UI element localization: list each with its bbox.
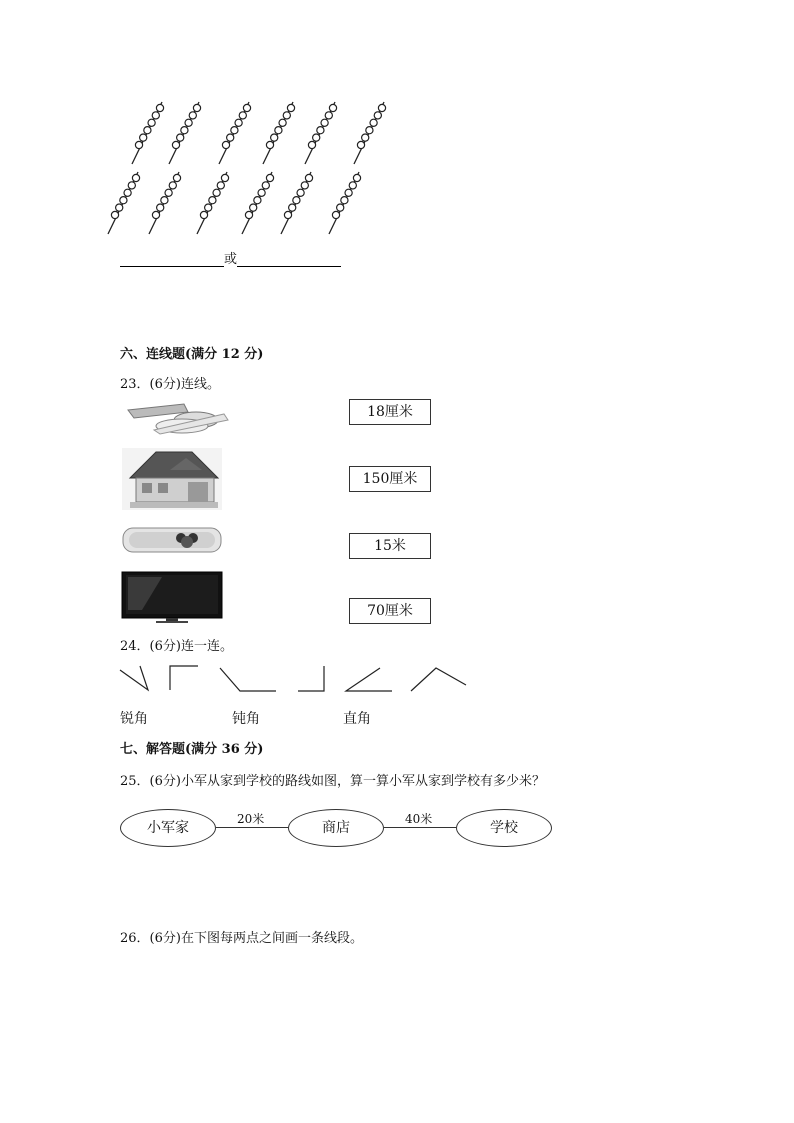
route-line-1 — [216, 827, 288, 828]
angle-label-right: 直角 — [343, 711, 371, 727]
skewer — [169, 102, 201, 164]
option-box-4[interactable]: 70厘米 — [349, 598, 431, 624]
pencil-case-image — [121, 524, 223, 556]
skewer — [281, 172, 313, 234]
angle-1 — [120, 666, 148, 690]
place-school: 学校 — [456, 809, 552, 847]
skewer — [354, 102, 386, 164]
angle-6 — [411, 668, 466, 691]
answer-blank-1[interactable] — [120, 252, 224, 267]
or-text: 或 — [224, 252, 238, 267]
television-image — [122, 572, 222, 624]
place-store: 商店 — [288, 809, 384, 847]
skewer — [219, 102, 251, 164]
angle-figures — [110, 660, 510, 700]
skewer — [305, 102, 337, 164]
angle-label-obtuse: 钝角 — [232, 711, 260, 727]
skewer — [108, 172, 140, 234]
distance-label-1: 20米 — [237, 812, 265, 826]
angle-4 — [298, 666, 324, 691]
angle-2 — [170, 666, 198, 690]
q23-prompt: 23．(6分)连线。 — [120, 377, 220, 392]
skewer — [242, 172, 274, 234]
option-box-2[interactable]: 150厘米 — [349, 466, 431, 492]
scissors-image — [124, 400, 234, 436]
skewer — [329, 172, 361, 234]
section6-title: 六、连线题(满分 12 分) — [120, 347, 264, 362]
q24-prompt: 24．(6分)连一连。 — [120, 639, 233, 654]
q22-answer-line — [120, 248, 341, 267]
answer-blank-2[interactable] — [237, 252, 341, 267]
skewer — [263, 102, 295, 164]
house-image — [122, 448, 222, 510]
route-line-2 — [384, 827, 456, 828]
skewer — [132, 102, 164, 164]
angle-3 — [220, 668, 276, 691]
option-box-3[interactable]: 15米 — [349, 533, 431, 559]
angle-5 — [346, 668, 392, 691]
section7-title: 七、解答题(满分 36 分) — [120, 742, 264, 757]
q25-prompt: 25．(6分)小军从家到学校的路线如图，算一算小军从家到学校有多少米？ — [120, 774, 545, 789]
q26-prompt: 26．(6分)在下图每两点之间画一条线段。 — [120, 931, 363, 946]
skewer — [197, 172, 229, 234]
option-box-1[interactable]: 18厘米 — [349, 399, 431, 425]
distance-label-2: 40米 — [405, 812, 433, 826]
skewer — [149, 172, 181, 234]
angle-label-acute: 锐角 — [120, 711, 148, 727]
skewer-illustration — [0, 0, 794, 260]
place-home: 小军家 — [120, 809, 216, 847]
